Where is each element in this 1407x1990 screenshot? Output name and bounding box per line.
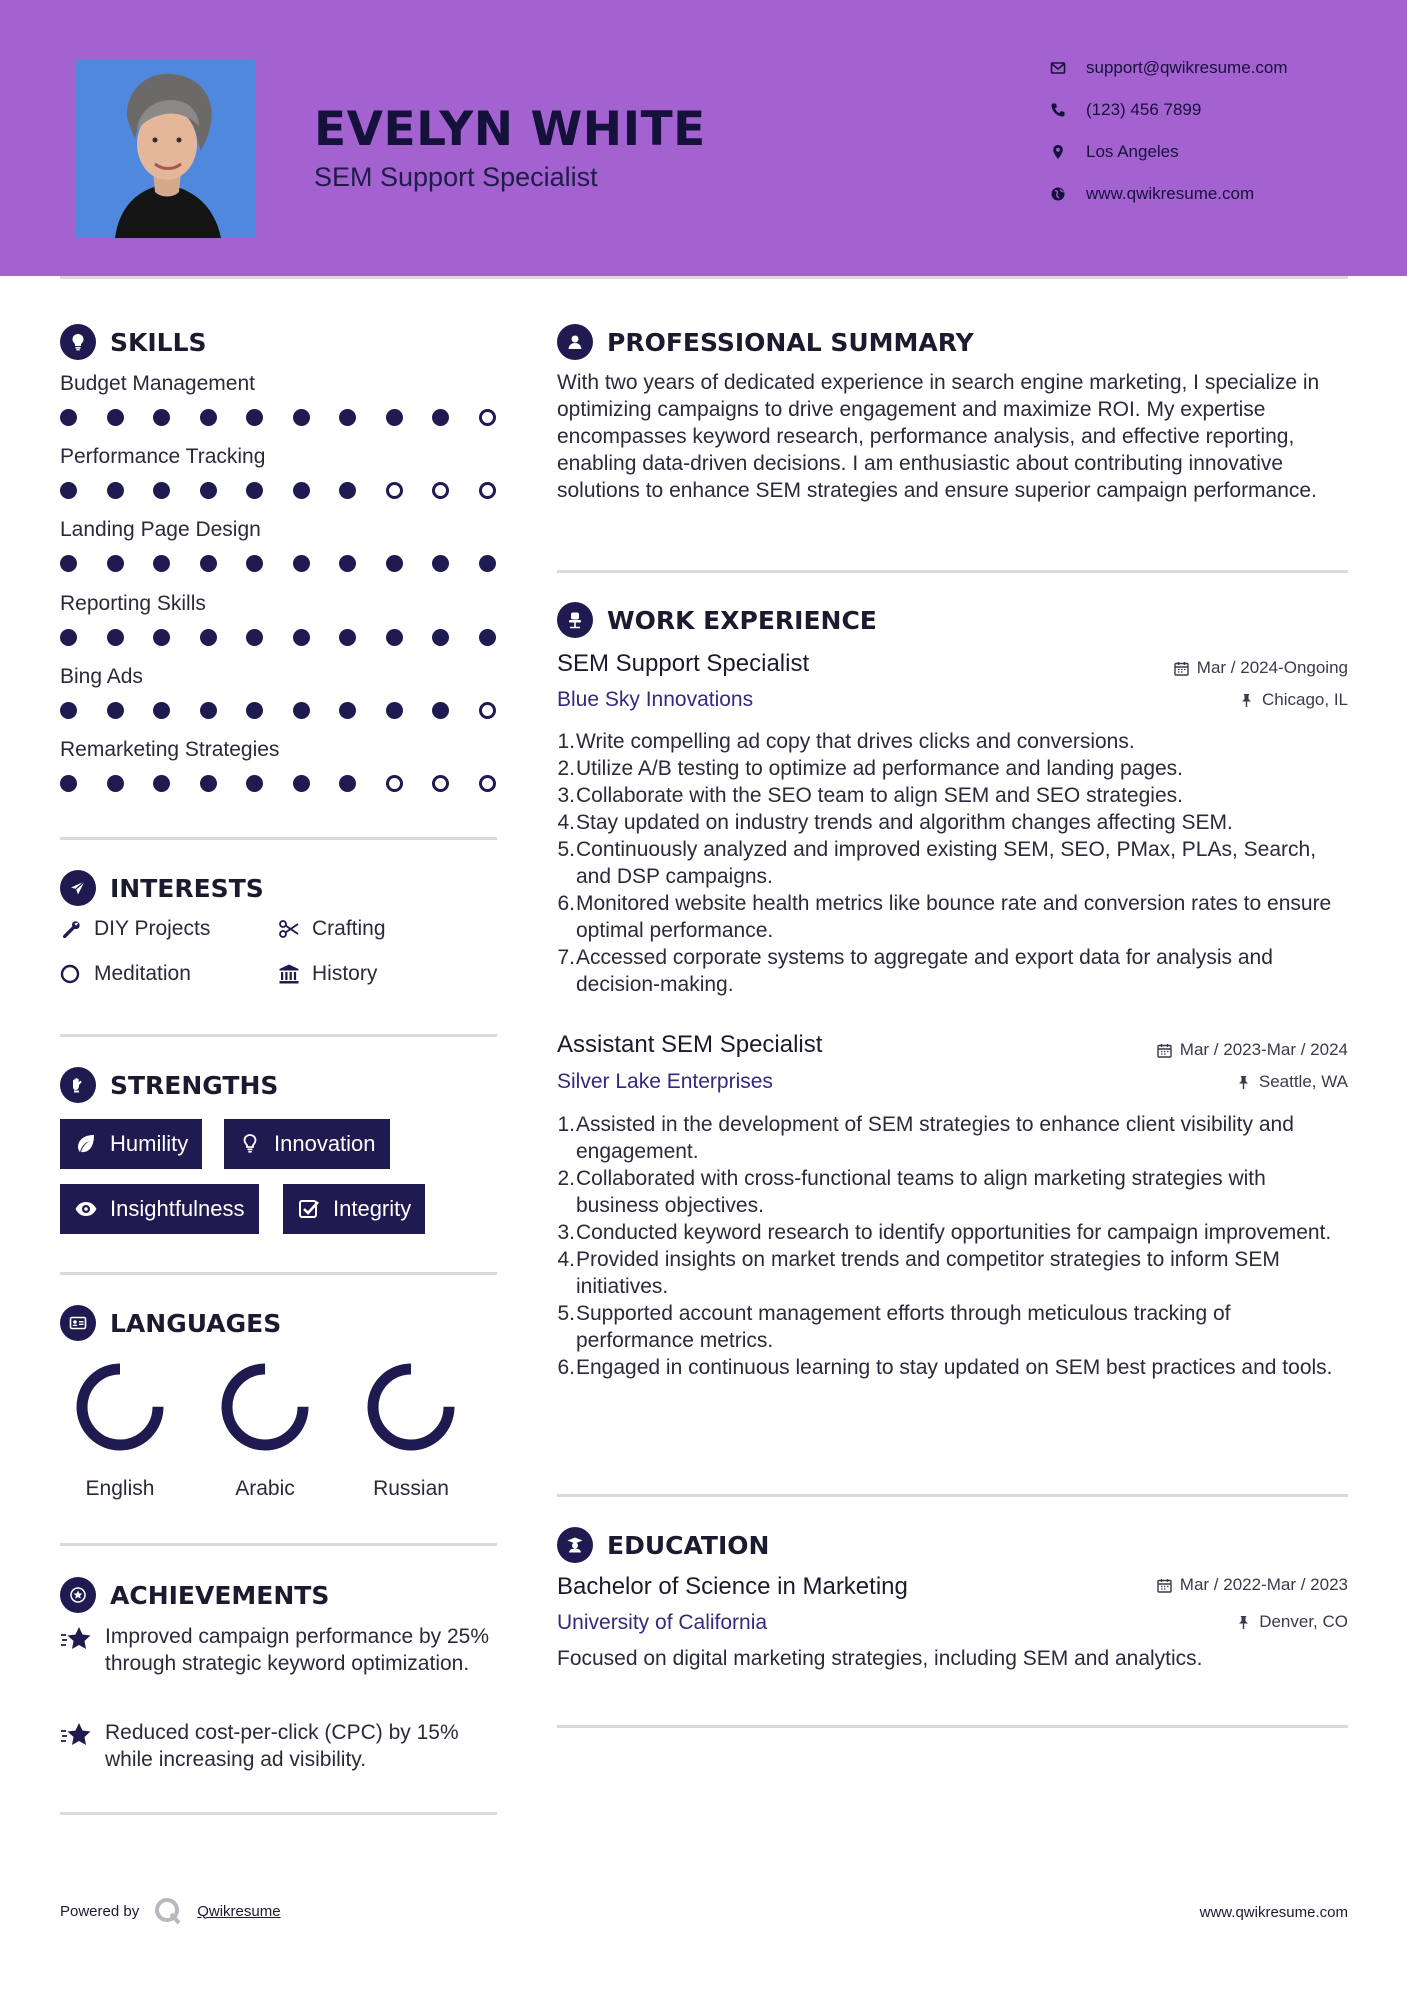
skills-divider — [60, 837, 497, 840]
skills-heading — [60, 322, 207, 362]
contact-location-text: Los Angeles — [1086, 142, 1179, 161]
bullet-item — [557, 1246, 1347, 1300]
school-name: University of California — [557, 1611, 768, 1634]
education-dates-text: Mar / 2022-Mar / 2023 — [1179, 1575, 1348, 1594]
language-name: Russian — [373, 1477, 449, 1500]
rating-dot-filled — [339, 555, 356, 572]
rating-dot-empty — [479, 482, 496, 499]
rating-dot-filled — [386, 702, 403, 719]
bullet-item — [557, 1111, 1347, 1165]
degree-title: Bachelor of Science in Marketing — [557, 1573, 908, 1600]
strength-badge — [283, 1184, 425, 1234]
bullet-item — [557, 890, 1347, 944]
id-card-icon — [60, 1305, 96, 1341]
bullet-text: Stay updated on industry trends and algorithm changes affecting SEM. — [576, 811, 1233, 834]
rating-dot-filled — [432, 409, 449, 426]
rating-dot-filled — [246, 702, 263, 719]
lightbulb-icon — [238, 1132, 262, 1156]
company-name: Blue Sky Innovations — [557, 688, 754, 711]
rating-dot-empty — [479, 702, 496, 719]
skill-name: Reporting Skills — [60, 591, 206, 615]
job-dates-text: Mar / 2024-Ongoing — [1196, 658, 1348, 677]
bullet-item — [557, 728, 1347, 755]
rating-dot-filled — [479, 629, 496, 646]
contact-phone[interactable] — [1050, 100, 1370, 120]
rating-dot-filled — [153, 629, 170, 646]
rating-dot-filled — [432, 555, 449, 572]
skill-name: Performance Tracking — [60, 445, 266, 469]
language-level-ring — [361, 1357, 461, 1457]
bullet-number: 2. — [557, 757, 575, 780]
rating-dot-filled — [293, 482, 310, 499]
candidate-name: EVELYN WHITE — [314, 102, 706, 157]
job-dates — [1174, 658, 1348, 678]
rating-dot-filled — [293, 702, 310, 719]
bullet-text: Engaged in continuous learning to stay updated on SEM best practices and tools. — [576, 1356, 1333, 1379]
bullet-number: 3. — [557, 784, 575, 807]
calendar-icon — [1174, 661, 1189, 676]
bullet-number: 5. — [557, 1302, 575, 1325]
bullet-text: Continuously analyzed and improved existing SEM, SEO, PMax, PLAs, Search, and DSP campaigns. — [576, 838, 1317, 888]
powered-by-text: Powered by — [60, 1902, 140, 1920]
job-title: SEM Support Specialist — [557, 650, 810, 677]
rating-dot-filled — [153, 555, 170, 572]
bullet-text: Write compelling ad copy that drives clicks and conversions. — [576, 730, 1135, 753]
rating-dot-filled — [60, 409, 77, 426]
rating-dot-empty — [432, 775, 449, 792]
star-badge-icon — [60, 1577, 96, 1613]
resume-header — [0, 0, 1407, 276]
summary-text: With two years of dedicated experience in search engine marketing, I specialize in optimizing campaigns to drive engagement and maximize ROI. My expertise encompasses keyword research, performance analysis, and effective reporting, enabling data-driven decisions. I am enthusiastic about contributing innovative solutions to enhance SEM strategies and ensure superior campaign performance. — [557, 371, 1320, 502]
experience-title: WORK EXPERIENCE — [607, 605, 877, 635]
achievements-divider — [60, 1812, 497, 1815]
job-location — [1239, 690, 1348, 710]
wrench-icon — [60, 918, 94, 940]
candidate-title: SEM Support Specialist — [314, 162, 598, 192]
interest-label: Crafting — [312, 917, 386, 940]
rating-dot-filled — [246, 629, 263, 646]
bullet-number: 1. — [557, 1113, 575, 1136]
job-dates-text: Mar / 2023-Mar / 2024 — [1179, 1040, 1348, 1059]
skill-name: Budget Management — [60, 372, 255, 395]
rating-dot-filled — [479, 555, 496, 572]
language-name: English — [85, 1477, 155, 1500]
skill-rating — [60, 702, 525, 719]
language-level-arc — [82, 1369, 158, 1445]
education-description: Focused on digital marketing strategies, including SEM and analytics. — [557, 1647, 1203, 1670]
languages-divider — [60, 1543, 497, 1546]
bullet-item — [557, 1165, 1347, 1219]
rating-dot-filled — [293, 629, 310, 646]
bullet-item — [557, 809, 1347, 836]
strengths-heading — [60, 1065, 278, 1105]
interest-label: DIY Projects — [94, 917, 211, 940]
language-level-ring — [70, 1357, 170, 1457]
strength-label: Humility — [110, 1131, 189, 1156]
contact-email[interactable] — [1050, 58, 1370, 78]
job-dates — [1157, 1040, 1348, 1060]
strength-label: Innovation — [274, 1131, 376, 1156]
rating-dot-filled — [200, 775, 217, 792]
education-location — [1236, 1612, 1348, 1632]
bullet-text: Conducted keyword research to identify opportunities for campaign improvement. — [576, 1221, 1332, 1244]
skill-name: Bing Ads — [60, 664, 143, 688]
bullet-number: 4. — [557, 811, 575, 834]
interests-divider — [60, 1034, 497, 1037]
education-heading — [557, 1525, 769, 1565]
rating-dot-empty — [479, 409, 496, 426]
rating-dot-filled — [107, 555, 124, 572]
rating-dot-empty — [386, 775, 403, 792]
calendar-icon — [1157, 1578, 1172, 1593]
bullet-number: 5. — [557, 838, 575, 861]
footer-powered-by — [60, 1896, 281, 1926]
pushpin-icon — [1236, 1615, 1251, 1630]
rating-dot-filled — [153, 409, 170, 426]
summary-heading — [557, 322, 974, 362]
rating-dot-filled — [432, 629, 449, 646]
globe-icon — [1050, 186, 1086, 202]
rating-dot-filled — [339, 482, 356, 499]
bullet-number: 4. — [557, 1248, 575, 1271]
rating-dot-filled — [293, 775, 310, 792]
rating-dot-filled — [293, 409, 310, 426]
rating-dot-filled — [60, 702, 77, 719]
skills-title: SKILLS — [110, 327, 207, 357]
portrait-image — [75, 60, 255, 238]
leaf-icon — [74, 1132, 98, 1156]
bullet-item — [557, 755, 1347, 782]
rating-dot-filled — [246, 482, 263, 499]
pushpin-icon — [1239, 693, 1254, 708]
language-item — [60, 1357, 180, 1501]
job-location-text: Chicago, IL — [1262, 690, 1348, 709]
language-name: Arabic — [235, 1477, 295, 1500]
education-title: EDUCATION — [607, 1530, 770, 1560]
strengths-divider — [60, 1272, 497, 1275]
rating-dot-filled — [246, 775, 263, 792]
rating-dot-filled — [246, 409, 263, 426]
skill-rating — [60, 482, 525, 499]
rating-dot-filled — [107, 482, 124, 499]
interests-title: INTERESTS — [110, 873, 264, 903]
star-icon — [60, 1623, 105, 1677]
rating-dot-filled — [339, 702, 356, 719]
bullet-number: 3. — [557, 1221, 575, 1244]
rating-dot-filled — [339, 409, 356, 426]
job-bullets — [557, 1111, 1347, 1381]
bullet-number: 6. — [557, 892, 575, 915]
summary-title: PROFESSIONAL SUMMARY — [607, 327, 974, 357]
interest-label: History — [312, 962, 378, 985]
contact-website-text: www.qwikresume.com — [1086, 184, 1255, 203]
bullet-text: Accessed corporate systems to aggregate and export data for analysis and decision-making. — [576, 946, 1273, 996]
bullet-text: Assisted in the development of SEM strategies to enhance client visibility and engagement. — [576, 1113, 1294, 1163]
language-level-arc — [227, 1369, 303, 1445]
bullet-item — [557, 1219, 1347, 1246]
strength-label: Integrity — [333, 1196, 412, 1221]
eye-icon — [74, 1197, 98, 1221]
strength-badge — [60, 1119, 202, 1169]
rating-dot-filled — [200, 482, 217, 499]
phone-icon — [1050, 102, 1086, 118]
job-title: Assistant SEM Specialist — [557, 1031, 823, 1058]
rating-dot-filled — [153, 482, 170, 499]
header-divider — [60, 276, 1348, 279]
rating-dot-filled — [293, 555, 310, 572]
rating-dot-filled — [107, 629, 124, 646]
education-dates — [1157, 1575, 1348, 1595]
rating-dot-filled — [153, 775, 170, 792]
experience-heading — [557, 600, 877, 640]
bullet-item — [557, 1354, 1347, 1381]
languages-heading — [60, 1303, 281, 1343]
rating-dot-filled — [200, 702, 217, 719]
interest-item — [278, 917, 386, 941]
user-icon — [557, 324, 593, 360]
strength-badge — [224, 1119, 390, 1169]
qwikresume-logo-icon — [153, 1896, 183, 1926]
bullet-item — [557, 782, 1347, 809]
contact-website[interactable] — [1050, 184, 1370, 204]
languages-title: LANGUAGES — [110, 1308, 282, 1338]
map-marker-icon — [1050, 144, 1086, 160]
rating-dot-empty — [386, 482, 403, 499]
job-location — [1236, 1072, 1348, 1092]
education-divider — [557, 1725, 1348, 1728]
bullet-text: Collaborate with the SEO team to align SEM and SEO strategies. — [576, 784, 1183, 807]
interest-item — [278, 962, 377, 986]
achievement-item — [60, 1623, 500, 1677]
interests-heading — [60, 868, 264, 908]
calendar-icon — [1157, 1043, 1172, 1058]
scissors-icon — [278, 918, 312, 940]
contact-location — [1050, 142, 1370, 162]
circle-icon — [60, 963, 94, 985]
rating-dot-filled — [60, 629, 77, 646]
skill-name: Remarketing Strategies — [60, 738, 280, 761]
rating-dot-filled — [60, 775, 77, 792]
achievement-item — [60, 1719, 500, 1773]
language-item — [205, 1357, 325, 1501]
strengths-title: STRENGTHS — [110, 1070, 279, 1100]
bullet-item — [557, 944, 1347, 998]
achievement-text: Improved campaign performance by 25% through strategic keyword optimization. — [105, 1625, 490, 1675]
bullet-text: Collaborated with cross-functional teams to align marketing strategies with business objectives. — [576, 1167, 1266, 1217]
rating-dot-filled — [339, 775, 356, 792]
star-icon — [60, 1719, 105, 1773]
rating-dot-filled — [153, 702, 170, 719]
rating-dot-empty — [479, 775, 496, 792]
rating-dot-filled — [60, 555, 77, 572]
bullet-text: Utilize A/B testing to optimize ad performance and landing pages. — [576, 757, 1184, 780]
job-bullets — [557, 728, 1347, 998]
bullet-number: 1. — [557, 730, 575, 753]
skill-rating — [60, 775, 525, 792]
museum-icon — [278, 963, 312, 985]
rating-dot-filled — [200, 555, 217, 572]
bullet-text: Monitored website health metrics like bounce rate and conversion rates to ensure optimal performance. — [576, 892, 1332, 942]
fist-icon — [60, 1067, 96, 1103]
contact-email-text: support@qwikresume.com — [1086, 58, 1288, 77]
bullet-text: Provided insights on market trends and competitor strategies to inform SEM initiatives. — [576, 1248, 1280, 1298]
skill-rating — [60, 409, 525, 426]
rating-dot-filled — [386, 555, 403, 572]
achievement-text: Reduced cost-per-click (CPC) by 15% while increasing ad visibility. — [105, 1721, 459, 1771]
rating-dot-filled — [246, 555, 263, 572]
experience-divider — [557, 1494, 1348, 1497]
achievements-title: ACHIEVEMENTS — [110, 1580, 330, 1610]
rating-dot-filled — [107, 702, 124, 719]
interest-label: Meditation — [94, 962, 191, 985]
interest-item — [60, 962, 191, 986]
skill-rating — [60, 555, 525, 572]
language-level-ring — [215, 1357, 315, 1457]
language-level-arc — [373, 1369, 449, 1445]
contact-phone-text: (123) 456 7899 — [1086, 100, 1202, 119]
footer-url[interactable]: www.qwikresume.com — [1199, 1904, 1348, 1921]
interest-item — [60, 917, 210, 941]
envelope-icon — [1050, 60, 1086, 76]
rating-dot-filled — [107, 775, 124, 792]
pushpin-icon — [1236, 1075, 1251, 1090]
bullet-text: Supported account management efforts through meticulous tracking of performance metrics. — [576, 1302, 1231, 1352]
rating-dot-filled — [60, 482, 77, 499]
lightbulb-icon — [60, 324, 96, 360]
company-name: Silver Lake Enterprises — [557, 1070, 773, 1093]
skill-name: Landing Page Design — [60, 518, 261, 542]
bullet-number: 7. — [557, 946, 575, 969]
education-location-text: Denver, CO — [1259, 1612, 1348, 1631]
rating-dot-filled — [432, 702, 449, 719]
rating-dot-filled — [386, 409, 403, 426]
graduate-icon — [557, 1527, 593, 1563]
rating-dot-filled — [339, 629, 356, 646]
achievements-heading — [60, 1575, 329, 1615]
summary-divider — [557, 570, 1348, 573]
office-chair-icon — [557, 602, 593, 638]
rating-dot-filled — [386, 629, 403, 646]
bullet-number: 2. — [557, 1167, 575, 1190]
bullet-item — [557, 836, 1347, 890]
strength-label: Insightfulness — [110, 1196, 245, 1221]
check-square-icon — [297, 1197, 321, 1221]
brand-link[interactable]: Qwikresume — [197, 1902, 281, 1920]
paper-plane-icon — [60, 870, 96, 906]
rating-dot-filled — [107, 409, 124, 426]
rating-dot-empty — [432, 482, 449, 499]
strength-badge — [60, 1184, 259, 1234]
rating-dot-filled — [200, 629, 217, 646]
bullet-number: 6. — [557, 1356, 575, 1379]
language-item — [351, 1357, 471, 1501]
profile-photo — [75, 60, 255, 238]
bullet-item — [557, 1300, 1347, 1354]
rating-dot-filled — [200, 409, 217, 426]
job-location-text: Seattle, WA — [1258, 1072, 1348, 1091]
skill-rating — [60, 629, 525, 646]
